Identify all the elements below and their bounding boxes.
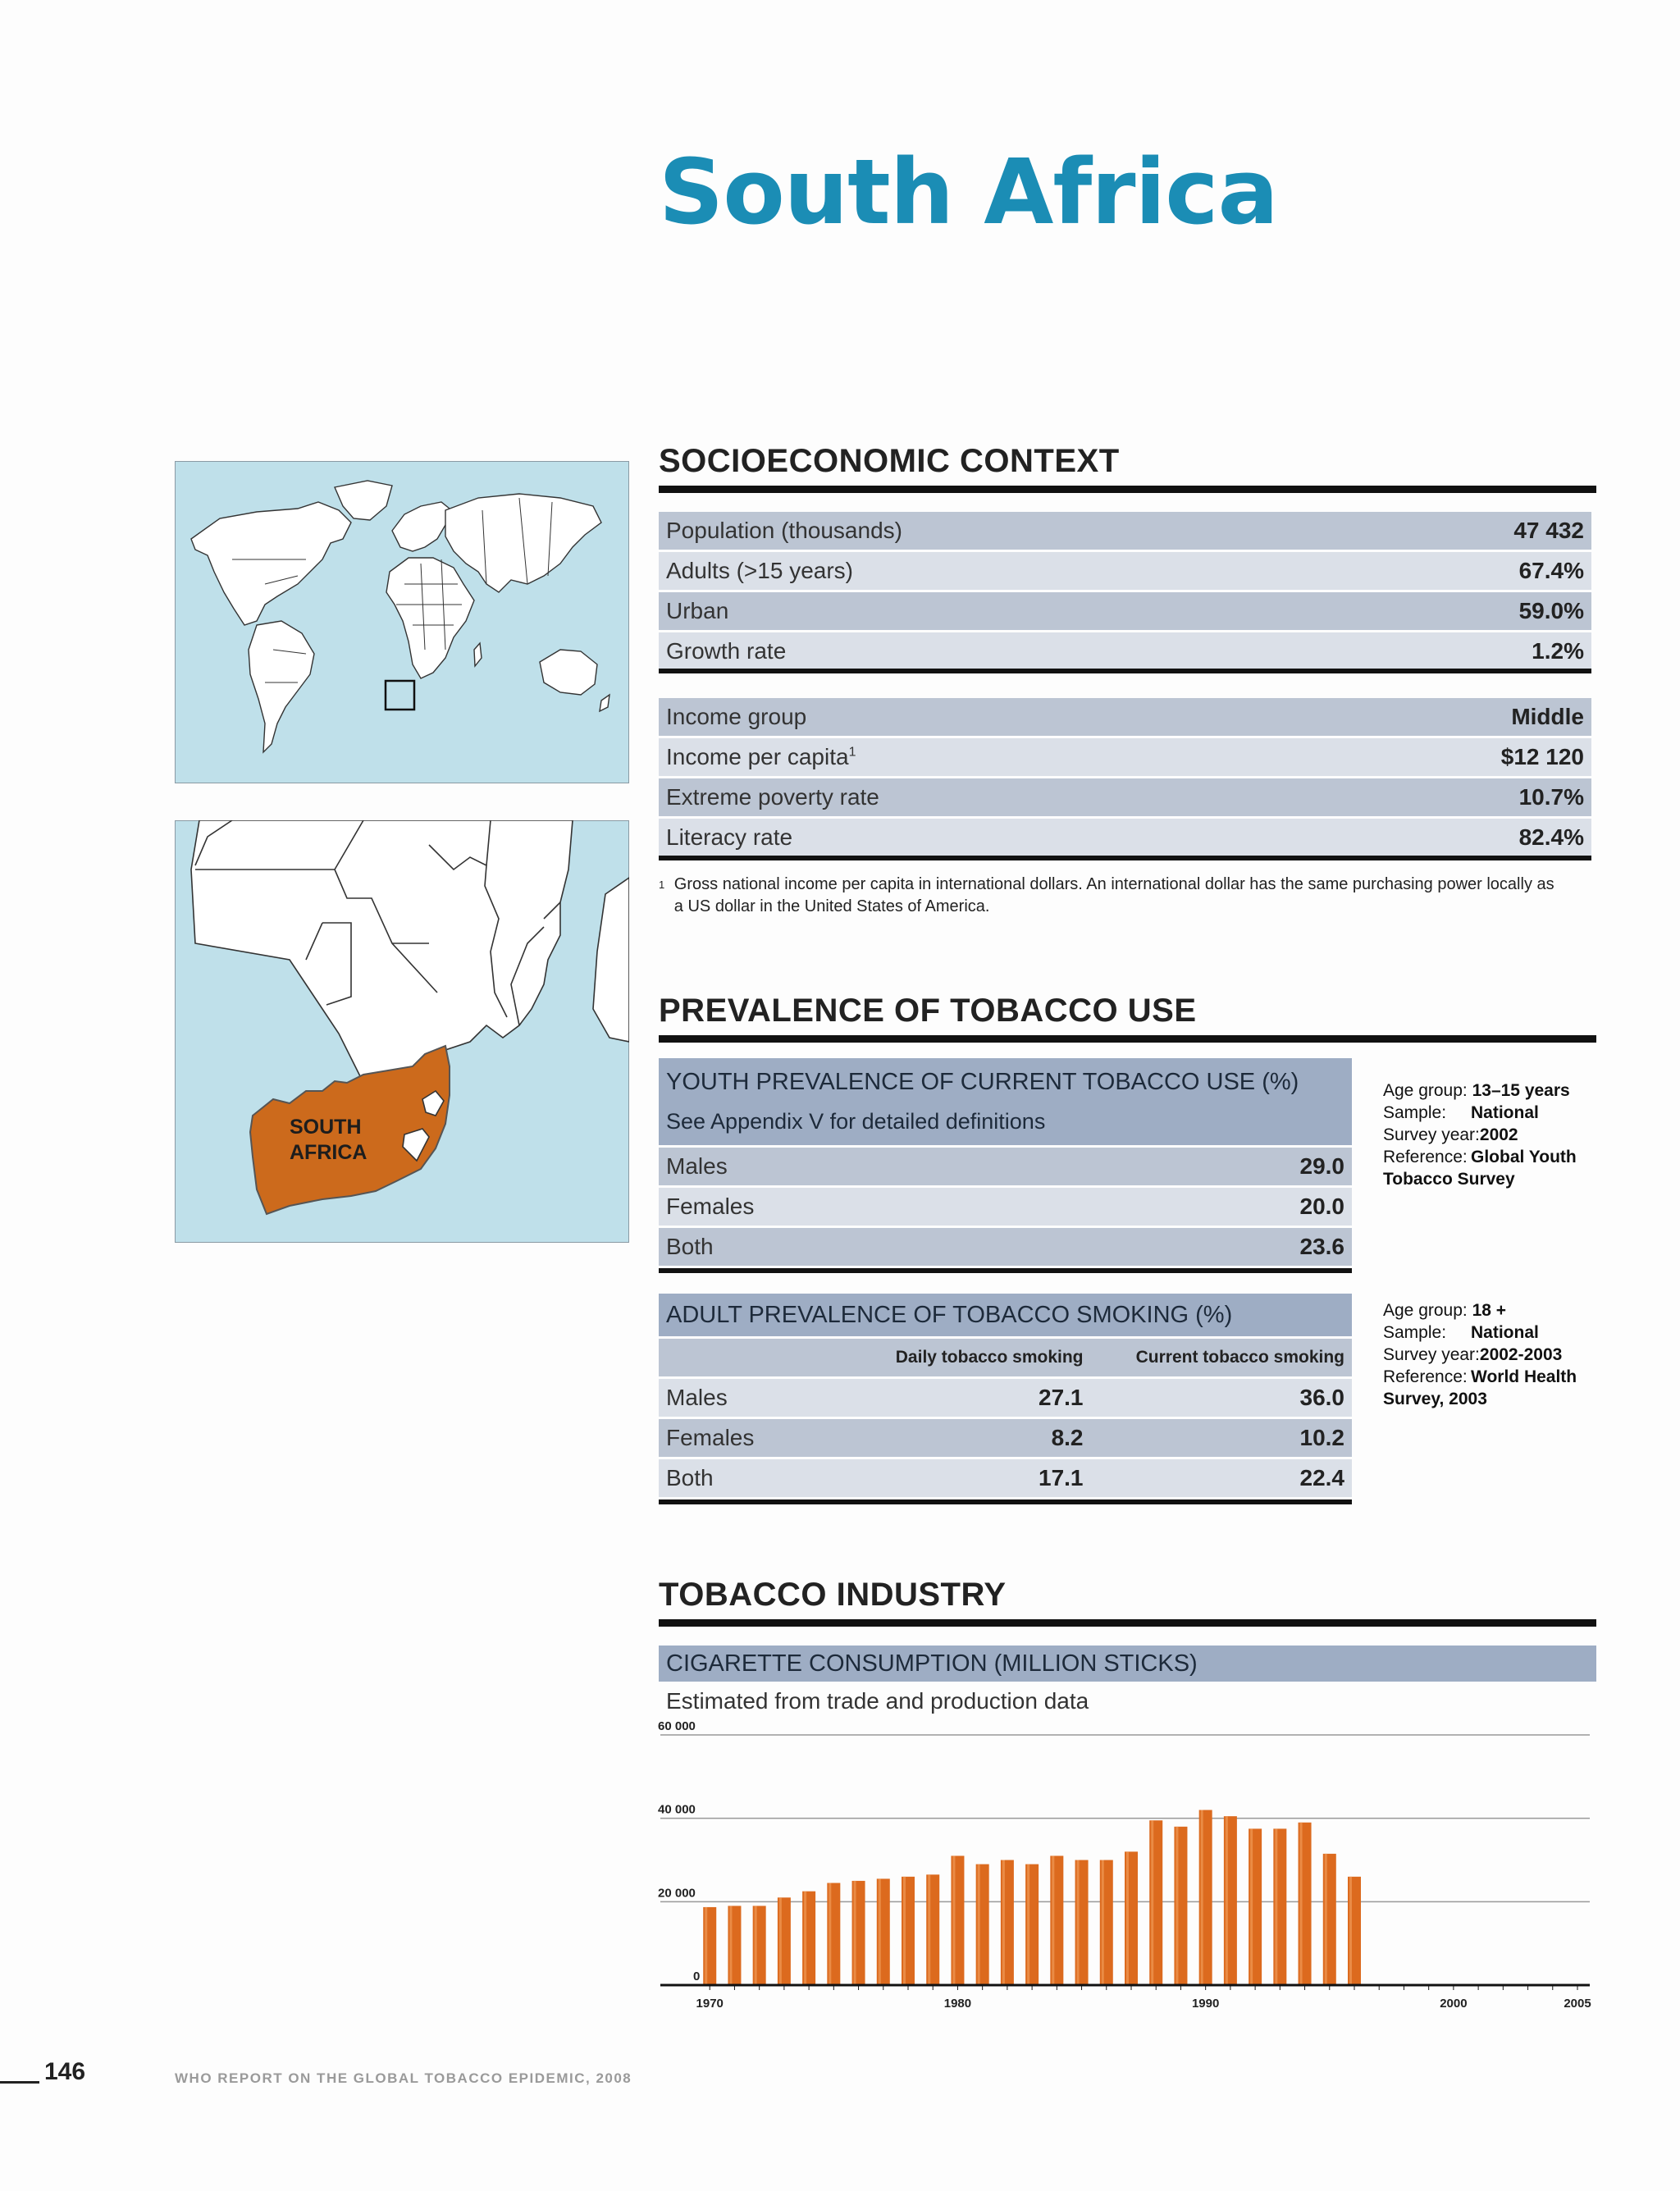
chart-subheader: Estimated from trade and production data	[666, 1688, 1089, 1714]
chart-bar-highlight	[1275, 1828, 1277, 1985]
note-label: Survey year:	[1383, 1345, 1480, 1364]
row-label: Females	[659, 1418, 854, 1458]
chart-x-tick-label: 1990	[1191, 1997, 1220, 2011]
table-bottom-rule	[659, 1499, 1352, 1504]
row-label: Females	[659, 1187, 1098, 1227]
table-row	[659, 1148, 1352, 1187]
note-row-reference-cont	[1383, 1168, 1596, 1190]
row-value-current: 22.4	[1091, 1458, 1353, 1499]
note-value: World Health	[1471, 1367, 1577, 1386]
row-label: Literacy rate	[659, 818, 1312, 858]
row-label-cell	[659, 737, 1312, 778]
chart-bar-highlight	[978, 1865, 980, 1985]
adult-rows	[659, 1339, 1352, 1499]
section-rule	[659, 1619, 1596, 1627]
section-rule	[659, 486, 1596, 493]
chart-y-tick-label: 40 000	[658, 1802, 696, 1817]
section-title-prevalence: PREVALENCE OF TOBACCO USE	[659, 993, 1197, 1029]
industry-section	[659, 1577, 1596, 1627]
chart-bar-highlight	[1176, 1827, 1178, 1985]
row-value: 23.6	[1098, 1227, 1352, 1267]
row-value: 82.4%	[1312, 818, 1591, 858]
note-label: Sample:	[1383, 1323, 1447, 1342]
chart-y-tick-label: 20 000	[658, 1886, 696, 1901]
table-row	[659, 1458, 1352, 1499]
prevalence-section	[659, 993, 1596, 1043]
row-label: Both	[659, 1227, 1098, 1267]
note-label: Reference:	[1383, 1148, 1468, 1166]
row-label: Males	[659, 1148, 1098, 1187]
note-value: 13–15 years	[1472, 1081, 1570, 1100]
note-row-year	[1383, 1124, 1596, 1146]
adult-prevalence-table	[659, 1294, 1352, 1504]
table-row	[659, 818, 1591, 858]
chart-header: CIGARETTE CONSUMPTION (MILLION STICKS)	[659, 1646, 1596, 1682]
section-title-industry: TOBACCO INDUSTRY	[659, 1577, 1007, 1613]
socioeconomic-table-2	[659, 698, 1591, 859]
row-value: 47 432	[1355, 512, 1591, 551]
chart-bar-highlight	[903, 1877, 906, 1985]
youth-prevalence-table	[659, 1058, 1352, 1273]
note-label: Age group:	[1383, 1301, 1468, 1320]
table-row	[659, 737, 1591, 778]
row-value: Middle	[1312, 698, 1591, 737]
row-value-daily: 27.1	[854, 1378, 1091, 1418]
chart-bar-highlight	[755, 1906, 757, 1985]
chart-bar-highlight	[1201, 1810, 1203, 1986]
chart-bar-highlight	[1349, 1877, 1352, 1985]
note-row-sample	[1383, 1102, 1596, 1124]
chart-bar-highlight	[1325, 1854, 1327, 1985]
chart-bar-highlight	[779, 1897, 782, 1985]
table-row	[659, 512, 1591, 551]
row-value: 20.0	[1098, 1187, 1352, 1227]
chart-bar-highlight	[952, 1856, 955, 1985]
row-label: Both	[659, 1458, 854, 1499]
adult-table-header: ADULT PREVALENCE OF TOBACCO SMOKING (%)	[659, 1294, 1352, 1336]
chart-x-tick-label: 2000	[1440, 1997, 1468, 2011]
note-value: 2002-2003	[1479, 1345, 1563, 1364]
chart-bar-highlight	[829, 1883, 831, 1985]
world-map	[175, 461, 629, 783]
note-label: Reference:	[1383, 1367, 1468, 1386]
footnote-marker: 1	[659, 879, 665, 891]
chart-x-tick-label: 1970	[696, 1997, 724, 2011]
chart-x-axis	[660, 1985, 1591, 2011]
chart-bar-highlight	[879, 1878, 881, 1985]
row-value-daily: 8.2	[854, 1418, 1091, 1458]
chart-bar-highlight	[705, 1907, 707, 1985]
note-value: Survey, 2003	[1383, 1390, 1487, 1408]
row-label: Income per capita	[666, 744, 849, 769]
row-value: 1.2%	[1355, 632, 1591, 672]
row-label: Extreme poverty rate	[659, 778, 1312, 818]
youth-header-title: YOUTH PREVALENCE OF CURRENT TOBACCO USE (%)	[666, 1069, 1299, 1095]
row-value-current: 10.2	[1091, 1418, 1353, 1458]
footnote-marker: 1	[848, 745, 856, 760]
note-value: National	[1471, 1103, 1539, 1122]
note-label: Survey year:	[1383, 1125, 1480, 1144]
row-value-current: 36.0	[1091, 1378, 1353, 1418]
chart-bar-highlight	[1002, 1860, 1005, 1986]
footer-rule	[0, 2081, 39, 2084]
chart-x-tick-label: 1980	[943, 1997, 972, 2011]
youth-header-subtitle: See Appendix V for detailed definitions	[666, 1109, 1046, 1134]
row-label: Males	[659, 1378, 854, 1418]
row-label: Growth rate	[659, 632, 1355, 672]
chart-bar-highlight	[1027, 1865, 1029, 1985]
table-header-row	[659, 1339, 1352, 1378]
note-label: Age group:	[1383, 1081, 1468, 1100]
footnote-text: Gross national income per capita in international dollars. An international dollar has the same purchasing power locally as a US dollar in the United States of America.	[673, 875, 1554, 915]
note-row-year	[1383, 1344, 1596, 1366]
chart-bar-highlight	[1077, 1860, 1080, 1986]
note-row-reference	[1383, 1146, 1596, 1168]
table-row	[659, 1227, 1352, 1267]
note-value: 18 +	[1472, 1301, 1507, 1320]
chart-bar-highlight	[729, 1906, 732, 1985]
note-row-age	[1383, 1080, 1596, 1102]
table-row	[659, 1187, 1352, 1227]
empty-header-cell	[659, 1339, 854, 1378]
row-value-daily: 17.1	[854, 1458, 1091, 1499]
map-label-line2: AFRICA	[290, 1141, 368, 1164]
table-row	[659, 1378, 1352, 1418]
chart-bar-highlight	[854, 1881, 856, 1985]
chart-bars	[703, 1810, 1361, 1986]
section-title-socioeconomic: SOCIOECONOMIC CONTEXT	[659, 443, 1120, 479]
note-value: Tobacco Survey	[1383, 1170, 1515, 1189]
chart-bar-highlight	[804, 1892, 806, 1985]
row-label: Income group	[659, 698, 1312, 737]
adult-survey-note	[1383, 1299, 1596, 1410]
column-header-daily: Daily tobacco smoking	[854, 1339, 1091, 1378]
chart-x-tick-label: 2005	[1564, 1997, 1591, 2011]
note-row-sample	[1383, 1321, 1596, 1344]
chart-bar-highlight	[1226, 1816, 1228, 1985]
table-row	[659, 591, 1591, 632]
footnote	[659, 874, 1561, 918]
table-row	[659, 698, 1591, 737]
note-value: National	[1471, 1323, 1539, 1342]
note-value: Global Youth	[1471, 1148, 1577, 1166]
chart-y-tick-labels	[658, 1719, 700, 1983]
chart-bar-highlight	[928, 1874, 930, 1985]
chart-bar-highlight	[1250, 1828, 1253, 1985]
table-bottom-rule	[659, 1268, 1352, 1273]
regional-map	[175, 820, 629, 1243]
row-value: 29.0	[1098, 1148, 1352, 1187]
row-label: Population (thousands)	[659, 512, 1355, 551]
note-label: Sample:	[1383, 1103, 1447, 1122]
note-row-reference-cont	[1383, 1388, 1596, 1410]
table-row	[659, 1418, 1352, 1458]
map-label-line1: SOUTH	[290, 1116, 362, 1139]
socioeconomic-table-1	[659, 512, 1591, 673]
row-value: 10.7%	[1312, 778, 1591, 818]
note-row-reference	[1383, 1366, 1596, 1388]
chart-y-tick-label: 0	[693, 1970, 701, 1983]
chart-bar-highlight	[1300, 1823, 1303, 1985]
chart-bar-highlight	[1102, 1860, 1104, 1986]
table-row	[659, 632, 1591, 672]
page-title: South Africa	[659, 139, 1278, 244]
note-row-age	[1383, 1299, 1596, 1321]
row-value: 67.4%	[1355, 551, 1591, 591]
table-bottom-rule	[659, 669, 1591, 673]
note-value: 2002	[1479, 1125, 1518, 1144]
column-header-current: Current tobacco smoking	[1091, 1339, 1353, 1378]
cigarette-consumption-chart	[648, 1719, 1600, 2026]
youth-table-header	[659, 1058, 1352, 1145]
chart-y-tick-label: 60 000	[658, 1719, 696, 1733]
socioeconomic-section	[659, 443, 1596, 493]
chart-bar-highlight	[1052, 1856, 1054, 1985]
table-row	[659, 551, 1591, 591]
youth-survey-note	[1383, 1080, 1596, 1190]
page-number: 146	[44, 2058, 86, 2085]
table-bottom-rule	[659, 856, 1591, 860]
row-label: Urban	[659, 591, 1355, 632]
row-value: $12 120	[1312, 737, 1591, 778]
table-row	[659, 778, 1591, 818]
chart-bar-highlight	[1151, 1820, 1153, 1985]
section-rule	[659, 1035, 1596, 1043]
row-value: 59.0%	[1355, 591, 1591, 632]
youth-rows	[659, 1148, 1352, 1268]
footer-report-title: WHO REPORT ON THE GLOBAL TOBACCO EPIDEMIC, 2008	[175, 2070, 632, 2086]
chart-bar-highlight	[1126, 1851, 1129, 1985]
row-label: Adults (>15 years)	[659, 551, 1355, 591]
